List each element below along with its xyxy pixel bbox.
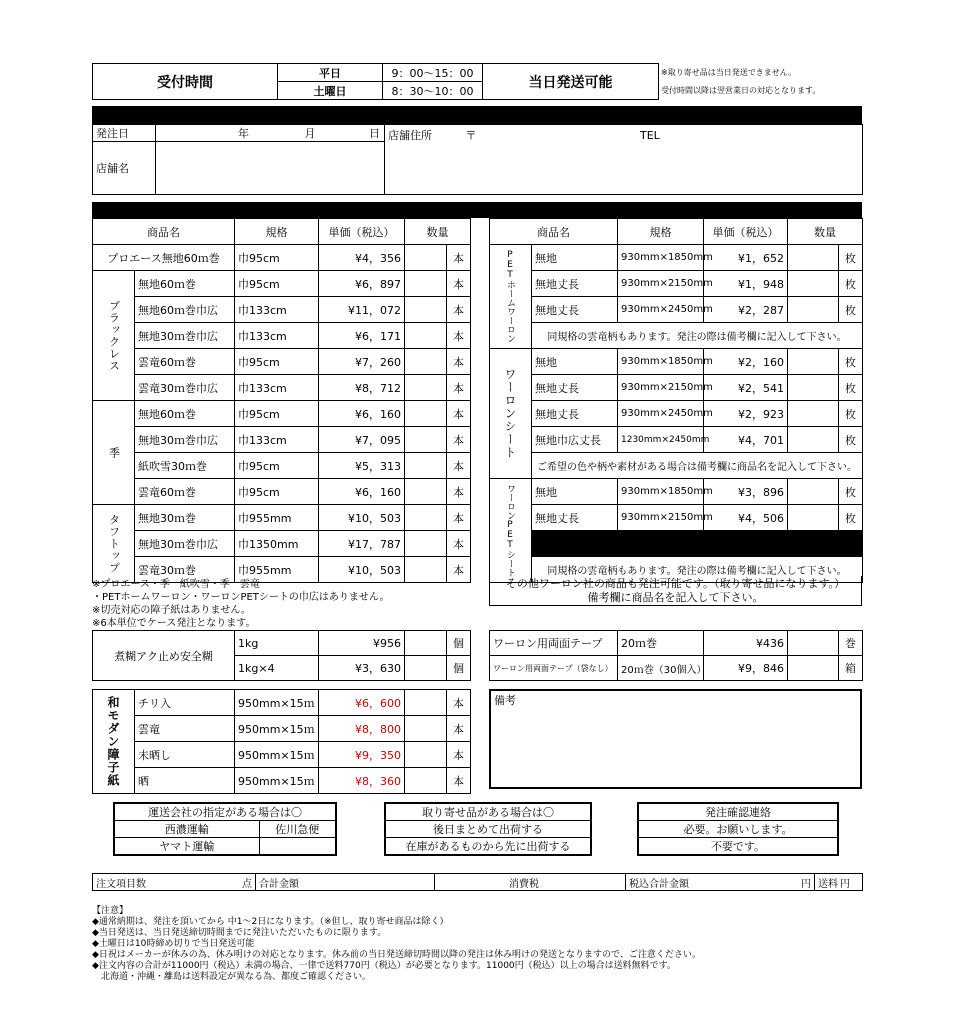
carrier-blank[interactable] bbox=[259, 838, 336, 856]
product-name: 雲竜 bbox=[135, 716, 235, 742]
product-name: 未晒し bbox=[135, 742, 235, 768]
modern-shoji-table bbox=[92, 689, 471, 794]
group-note: 同規格の雲竜柄もあります。発注の際は備考欄に記入して下さい。 bbox=[532, 557, 863, 583]
right-product-table bbox=[489, 218, 863, 583]
qty-input[interactable] bbox=[405, 297, 447, 323]
product-price: ¥3，896 bbox=[704, 479, 788, 505]
qty-input[interactable] bbox=[788, 297, 839, 323]
unit-label: 本 bbox=[447, 271, 471, 297]
product-price: ¥6，160 bbox=[319, 479, 405, 505]
header-note-1: ※取り寄せ品は当日発送できません。 bbox=[661, 68, 797, 77]
header-product-name: 商品名 bbox=[93, 219, 235, 245]
product-spec: 1230mm×2450mm bbox=[618, 427, 704, 453]
total-label: 合計金額 bbox=[256, 874, 435, 891]
backorder-option-instock[interactable]: 在庫があるものから先に出荷する bbox=[385, 838, 591, 856]
reception-label: 受付時間 bbox=[93, 64, 278, 100]
product-spec: 950mm×15ｍ bbox=[235, 716, 319, 742]
qty-input[interactable] bbox=[788, 631, 839, 656]
product-price: ¥956 bbox=[319, 631, 405, 656]
product-name: 無地30ｍ巻巾広 bbox=[135, 427, 235, 453]
qty-input[interactable] bbox=[405, 427, 447, 453]
product-name: 無地丈長 bbox=[532, 401, 618, 427]
header-spec: 規格 bbox=[618, 219, 704, 245]
unit-label: 本 bbox=[447, 427, 471, 453]
unit-label: 本 bbox=[447, 401, 471, 427]
postal-mark: 〒 bbox=[465, 129, 477, 142]
product-spec: 巾95cm bbox=[235, 479, 319, 505]
unit-label: 本 bbox=[447, 690, 471, 716]
qty-input[interactable] bbox=[405, 349, 447, 375]
qty-input[interactable] bbox=[405, 323, 447, 349]
product-name: ワーロン用両面テープ bbox=[490, 631, 618, 656]
group-label-modern-shoji: 和モダン障子紙 bbox=[93, 690, 135, 794]
qty-input[interactable] bbox=[405, 479, 447, 505]
product-price: ¥11，072 bbox=[319, 297, 405, 323]
glue-table bbox=[92, 630, 471, 681]
qty-input[interactable] bbox=[405, 531, 447, 557]
product-price: ¥7，095 bbox=[319, 427, 405, 453]
same-day-label: 当日発送可能 bbox=[483, 64, 659, 100]
tel-label: TEL bbox=[640, 129, 660, 142]
unit-label: 本 bbox=[447, 557, 471, 583]
product-name: 無地 bbox=[532, 349, 618, 375]
product-spec: 巾133cm bbox=[235, 323, 319, 349]
product-name: 無地丈長 bbox=[532, 271, 618, 297]
carrier-seino[interactable]: 西濃運輸 bbox=[114, 821, 259, 838]
product-name: 雲竜30ｍ巻巾広 bbox=[135, 375, 235, 401]
header-product-name: 商品名 bbox=[490, 219, 618, 245]
order-date-label: 発注日 bbox=[93, 125, 156, 142]
left-note-2: ・PETホームワーロン・ワーロンPETシートの巾広はありません。 bbox=[92, 592, 390, 603]
store-name-field[interactable] bbox=[156, 142, 385, 195]
group-label-waron-pet-sheet: ワーロンPETシート bbox=[490, 479, 532, 583]
unit-label: 個 bbox=[447, 656, 471, 681]
product-price: ¥1，652 bbox=[704, 245, 788, 271]
caution-title: 【注意】 bbox=[92, 906, 129, 916]
shipping-title: 運送会社の指定がある場合は〇 bbox=[114, 803, 336, 821]
unit-label: 枚 bbox=[839, 505, 863, 531]
product-name: 無地30ｍ巻巾広 bbox=[135, 323, 235, 349]
unit-label: 枚 bbox=[839, 271, 863, 297]
group-note: ご希望の色や柄や素材がある場合は備考欄に商品名を記入して下さい。 bbox=[532, 453, 863, 479]
product-price: ¥10，503 bbox=[319, 505, 405, 531]
product-spec: 950mm×15ｍ bbox=[235, 742, 319, 768]
shipping-yen-unit: 円 bbox=[840, 879, 850, 890]
confirm-option-not-needed[interactable]: 不要です。 bbox=[638, 838, 838, 856]
product-name: 無地丈長 bbox=[532, 505, 618, 531]
product-spec: 1kg×4 bbox=[235, 656, 319, 681]
product-price: ¥2，160 bbox=[704, 349, 788, 375]
product-price: ¥4，701 bbox=[704, 427, 788, 453]
product-spec: 20ｍ巻 bbox=[618, 631, 704, 656]
qty-input[interactable] bbox=[788, 349, 839, 375]
unit-label: 巻 bbox=[839, 631, 863, 656]
yen-unit: 円 bbox=[801, 878, 811, 890]
product-price: ¥9，846 bbox=[704, 656, 788, 681]
product-price: ¥2，287 bbox=[704, 297, 788, 323]
product-price: ¥4，506 bbox=[704, 505, 788, 531]
header-qty: 数量 bbox=[405, 219, 471, 245]
product-name: 無地60ｍ巻 bbox=[135, 401, 235, 427]
group-label-pet-home-waron: PETホームワーロン bbox=[490, 245, 532, 349]
qty-input[interactable] bbox=[405, 656, 447, 681]
qty-input[interactable] bbox=[405, 505, 447, 531]
product-name: 雲竜60ｍ巻 bbox=[135, 479, 235, 505]
product-name: 無地30ｍ巻巾広 bbox=[135, 531, 235, 557]
totals-table bbox=[92, 873, 863, 891]
product-price: ¥2，923 bbox=[704, 401, 788, 427]
qty-input[interactable] bbox=[405, 453, 447, 479]
backorder-option-later[interactable]: 後日まとめて出荷する bbox=[385, 821, 591, 838]
product-price: ¥3，630 bbox=[319, 656, 405, 681]
qty-input[interactable] bbox=[405, 690, 447, 716]
qty-input[interactable] bbox=[788, 479, 839, 505]
unit-label: 本 bbox=[447, 716, 471, 742]
remarks-label: 備考 bbox=[494, 694, 516, 707]
unit-label: 枚 bbox=[839, 297, 863, 323]
product-name: 無地 bbox=[532, 245, 618, 271]
qty-input[interactable] bbox=[405, 245, 447, 271]
product-name: 無地 bbox=[532, 479, 618, 505]
product-spec: 930mm×2150mm bbox=[618, 375, 704, 401]
group-label-waron-sheet: ワーロンシート bbox=[490, 349, 532, 479]
shipping-fee-label: 送料 bbox=[815, 874, 863, 891]
unit-label: 枚 bbox=[839, 427, 863, 453]
product-spec: 巾133cm bbox=[235, 297, 319, 323]
qty-input[interactable] bbox=[788, 271, 839, 297]
group-note: 同規格の雲竜柄もあります。発注の際は備考欄に記入して下さい。 bbox=[532, 323, 863, 349]
confirm-option-needed[interactable]: 必要。お願いします。 bbox=[638, 821, 838, 838]
product-price: ¥10，503 bbox=[319, 557, 405, 583]
backorder-option-table bbox=[384, 802, 592, 856]
product-price: ¥2，541 bbox=[704, 375, 788, 401]
product-name: 紙吹雪30ｍ巻 bbox=[135, 453, 235, 479]
tax-label: 消費税 bbox=[435, 874, 626, 891]
unit-label: 本 bbox=[447, 479, 471, 505]
store-address-field[interactable] bbox=[385, 125, 863, 195]
product-price: ¥8，712 bbox=[319, 375, 405, 401]
confirm-title: 発注確認連絡 bbox=[638, 803, 838, 821]
product-name: チリ入 bbox=[135, 690, 235, 716]
other-note-line-2: 備考欄に商品名を記入して下さい。 bbox=[587, 591, 764, 604]
product-spec: 950mm×15ｍ bbox=[235, 768, 319, 794]
product-price: ¥6，160 bbox=[319, 401, 405, 427]
header-note-2: 受付時間以降は翌営業日の対応となります。 bbox=[661, 86, 821, 95]
product-name: 雲竜30ｍ巻 bbox=[135, 557, 235, 583]
group-label-tuftop: タフトップ bbox=[93, 505, 135, 583]
unit-label: 本 bbox=[447, 375, 471, 401]
unit-label: 本 bbox=[447, 349, 471, 375]
product-spec: 巾955mm bbox=[235, 505, 319, 531]
product-price: ¥6，897 bbox=[319, 271, 405, 297]
unit-label: 個 bbox=[447, 631, 471, 656]
left-note-3: ※切売対応の障子紙はありません。 bbox=[92, 605, 251, 616]
weekday-time: 9：00～15：00 bbox=[383, 64, 483, 82]
qty-input[interactable] bbox=[788, 427, 839, 453]
shipping-option-table bbox=[113, 802, 337, 856]
backorder-title: 取り寄せ品がある場合は〇 bbox=[385, 803, 591, 821]
qty-input[interactable] bbox=[405, 768, 447, 794]
header-price: 単価（税込） bbox=[319, 219, 405, 245]
product-spec: 930mm×1850mm bbox=[618, 245, 704, 271]
product-spec: 1kg bbox=[235, 631, 319, 656]
caution-line: ◆土曜日は10時締め切りで当日発送可能 bbox=[92, 939, 255, 949]
saturday-time: 8：30～10：00 bbox=[383, 82, 483, 100]
qty-input[interactable] bbox=[788, 656, 839, 681]
product-price: ¥6，600 bbox=[319, 690, 405, 716]
unit-label: 本 bbox=[447, 531, 471, 557]
unit-label: 枚 bbox=[839, 375, 863, 401]
product-spec: 930mm×2450mm bbox=[618, 297, 704, 323]
left-product-table bbox=[92, 218, 471, 583]
day-label: 日 bbox=[369, 127, 380, 140]
qty-input[interactable] bbox=[788, 375, 839, 401]
other-note-line-1: その他ワーロン社の商品も発注可能です。（取り寄せ品になります。） bbox=[505, 577, 846, 590]
product-name: 無地60ｍ巻 bbox=[135, 271, 235, 297]
qty-input[interactable] bbox=[788, 401, 839, 427]
product-spec: 930mm×2450mm bbox=[618, 401, 704, 427]
caution-line: ◆注文内容の合計が11000円（税込）未満の場合、一律で送料770円（税込）が必要となります。11000円（税込）以上の場合は送料無料です。 bbox=[92, 961, 676, 971]
product-price: ¥8，360 bbox=[319, 768, 405, 794]
product-price: ¥8，800 bbox=[319, 716, 405, 742]
product-spec: 20ｍ巻（30個入） bbox=[618, 656, 704, 681]
section-bar bbox=[92, 106, 862, 124]
left-note-4: ※6本単位でケース発注となります。 bbox=[92, 618, 256, 629]
product-spec: 巾955mm bbox=[235, 557, 319, 583]
qty-input[interactable] bbox=[788, 245, 839, 271]
product-spec: 930mm×1850mm bbox=[618, 479, 704, 505]
unit-label: 本 bbox=[447, 505, 471, 531]
header-spec: 規格 bbox=[235, 219, 319, 245]
qty-input[interactable] bbox=[405, 716, 447, 742]
weekday-label: 平日 bbox=[278, 64, 383, 82]
product-spec: 巾133cm bbox=[235, 427, 319, 453]
header-qty: 数量 bbox=[788, 219, 863, 245]
product-name: 無地丈長 bbox=[532, 297, 618, 323]
qty-input[interactable] bbox=[788, 505, 839, 531]
group-label-toki: 季 bbox=[93, 401, 135, 505]
product-spec: 930mm×2150mm bbox=[618, 505, 704, 531]
product-price: ¥436 bbox=[704, 631, 788, 656]
item-count-label: 注文項目数 bbox=[96, 878, 146, 890]
month-label: 月 bbox=[304, 127, 316, 140]
group-label-blackless: ブラックレス bbox=[93, 271, 135, 401]
product-spec: 巾95cm bbox=[235, 453, 319, 479]
glue-name: 煮糊アク止め安全糊 bbox=[93, 631, 235, 681]
product-name: プロエース無地60ｍ巻 bbox=[93, 245, 235, 271]
caution-line: ◆日祝はメーカーが休みの為、休み明けの対応となります。休み前の当日発送締切時間以降の発注は休み明けの発送となりますので、ご注意ください。 bbox=[92, 950, 701, 960]
caution-line: ◆当日発送は、当日発送締切時間までに発注いただいたものに限ります。 bbox=[92, 928, 387, 938]
product-price: ¥4，356 bbox=[319, 245, 405, 271]
left-note-1: ※プロエース・季 紙吹雪・季 雲竜 bbox=[92, 579, 260, 590]
confirm-option-table bbox=[637, 802, 839, 856]
other-products-note bbox=[489, 576, 862, 606]
item-count-field[interactable] bbox=[93, 874, 256, 891]
unit-label: 本 bbox=[447, 742, 471, 768]
point-unit: 点 bbox=[242, 878, 252, 890]
product-spec: 930mm×2150mm bbox=[618, 271, 704, 297]
products-bar bbox=[92, 202, 862, 218]
product-spec: 巾1350mm bbox=[235, 531, 319, 557]
tax-included-field[interactable] bbox=[626, 874, 815, 891]
qty-input[interactable] bbox=[405, 271, 447, 297]
product-price: ¥9，350 bbox=[319, 742, 405, 768]
reception-table bbox=[92, 63, 659, 100]
product-price: ¥5，313 bbox=[319, 453, 405, 479]
order-info-table bbox=[92, 124, 863, 195]
product-name: 無地60ｍ巻巾広 bbox=[135, 297, 235, 323]
qty-input[interactable] bbox=[405, 401, 447, 427]
saturday-label: 土曜日 bbox=[278, 82, 383, 100]
product-name: ワーロン用両面テープ（袋なし） bbox=[490, 656, 618, 681]
header-price: 単価（税込） bbox=[704, 219, 788, 245]
product-name: 無地30ｍ巻 bbox=[135, 505, 235, 531]
product-name: 無地丈長 bbox=[532, 375, 618, 401]
product-spec: 巾95cm bbox=[235, 271, 319, 297]
product-price: ¥17，787 bbox=[319, 531, 405, 557]
unit-label: 箱 bbox=[839, 656, 863, 681]
qty-input[interactable] bbox=[405, 742, 447, 768]
caution-line: 北海道・沖縄・離島は送料設定が異なる為、都度ご確認ください。 bbox=[92, 972, 372, 982]
product-spec: 930mm×1850mm bbox=[618, 349, 704, 375]
product-name: 晒 bbox=[135, 768, 235, 794]
qty-input[interactable] bbox=[405, 557, 447, 583]
unit-label: 枚 bbox=[839, 245, 863, 271]
product-spec: 巾95cm bbox=[235, 401, 319, 427]
carrier-sagawa[interactable]: 佐川急便 bbox=[259, 821, 336, 838]
tax-included-label: 税込合計金額 bbox=[629, 878, 689, 890]
product-price: ¥6，171 bbox=[319, 323, 405, 349]
unit-label: 本 bbox=[447, 245, 471, 271]
product-spec: 巾95cm bbox=[235, 349, 319, 375]
order-date-field[interactable] bbox=[156, 125, 385, 142]
store-name-label: 店舗名 bbox=[93, 142, 156, 195]
blackout-row bbox=[532, 531, 863, 557]
product-price: ¥7，260 bbox=[319, 349, 405, 375]
product-spec: 巾95cm bbox=[235, 245, 319, 271]
unit-label: 枚 bbox=[839, 479, 863, 505]
remarks-box[interactable] bbox=[489, 689, 862, 789]
unit-label: 本 bbox=[447, 323, 471, 349]
product-price: ¥1，948 bbox=[704, 271, 788, 297]
product-name: 雲竜60ｍ巻 bbox=[135, 349, 235, 375]
tape-table bbox=[489, 630, 863, 681]
unit-label: 枚 bbox=[839, 401, 863, 427]
year-label: 年 bbox=[238, 127, 249, 140]
product-name: 無地巾広丈長 bbox=[532, 427, 618, 453]
qty-input[interactable] bbox=[405, 375, 447, 401]
unit-label: 本 bbox=[447, 768, 471, 794]
unit-label: 枚 bbox=[839, 349, 863, 375]
caution-line: ◆通常納期は、発注を頂いてから 中1～2日になります。（※但し、取り寄せ商品は除く） bbox=[92, 917, 449, 927]
qty-input[interactable] bbox=[405, 631, 447, 656]
product-spec: 950mm×15ｍ bbox=[235, 690, 319, 716]
store-address-label: 店舗住所 bbox=[388, 129, 432, 142]
unit-label: 本 bbox=[447, 297, 471, 323]
product-spec: 巾133cm bbox=[235, 375, 319, 401]
carrier-yamato[interactable]: ヤマト運輸 bbox=[114, 838, 259, 856]
unit-label: 本 bbox=[447, 453, 471, 479]
